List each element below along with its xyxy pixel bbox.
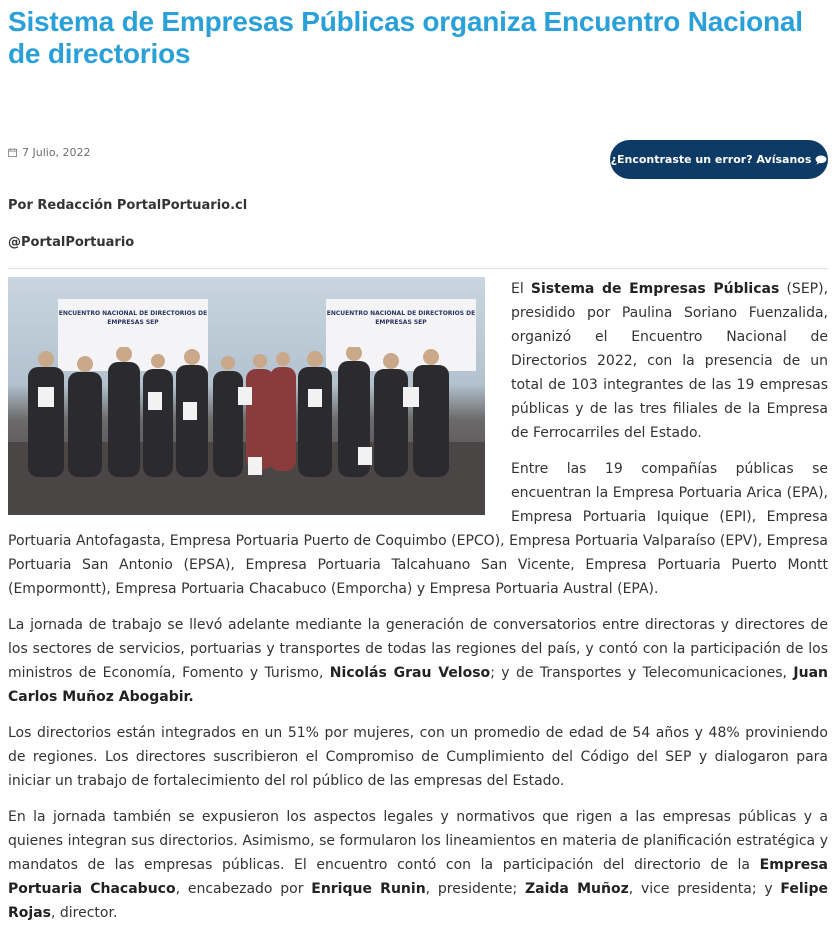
article-photo — [8, 277, 485, 515]
paragraph-4: Los directorios están integrados en un 51% por mujeres, con un promedio de edad de 54 años y 48% proviniendo de regiones. Los directores suscribieron el Compromiso de Cumplimiento del Código del SEP y dialogaron para iniciar un trabajo de fortalecimiento del rol público de las empresas del Estado. — [8, 725, 828, 789]
photo-banner-right: ENCUENTRO NACIONAL DE DIRECTORIOS DE EMPRESAS SEP — [326, 299, 476, 371]
twitter-handle: @PortalPortuario — [8, 235, 135, 250]
publish-date-text: 7 Julio, 2022 — [22, 146, 91, 159]
calendar-icon — [8, 148, 17, 157]
author-byline: Por Redacción PortalPortuario.cl — [8, 198, 248, 213]
report-error-button[interactable] — [610, 140, 828, 179]
paragraph-2: Entre las 19 compañías públicas se encuentran la Empresa Portuaria Arica (EPA), Empresa Portuaria Iquique (EPI), Empresa Portuaria Antofagasta, Empresa Portuaria Puerto de Coquimbo (EPCO), Empresa Portuaria Valparaíso (EPV), Empresa Portuaria San Antonio (EPSA), Empresa Portuaria Talcahuano San Vicente, Empresa Portuaria Puerto Montt (Empormontt), Empresa Portuaria Chacabuco (Emporcha) y Empresa Portuaria Austral (EPA). — [8, 461, 828, 597]
speech-bubble-icon — [815, 155, 827, 165]
report-error-label: ¿Encontraste un error? Avísanos — [610, 153, 812, 166]
photo-banner-left: ENCUENTRO NACIONAL DE DIRECTORIOS DE EMPRESAS SEP — [58, 299, 208, 371]
article-title: Sistema de Empresas Públicas organiza Encuentro Nacional de directorios — [8, 6, 803, 69]
article-body — [8, 277, 828, 937]
paragraph-1: El Sistema de Empresas Públicas (SEP), presidido por Paulina Soriano Fuenzalida, organizó el Encuentro Nacional de Directorios 2022, con la presencia de un total de 103 integrantes de las 19 empresas públicas y de las tres filiales de la Empresa de Ferrocarriles del Estado. — [511, 281, 829, 441]
publish-date — [8, 146, 91, 159]
group-photo-people — [8, 347, 485, 515]
divider — [8, 268, 828, 269]
paragraph-5: En la jornada también se expusieron los aspectos legales y normativos que rigen a las empresas públicas y a quienes integran sus directorios. Asimismo, se formularon los lineamientos en materia de planificación estratégica y mandatos de las empresas públicas. El encuentro contó con la participación del directorio de la Empresa Portuaria Chacabuco, encabezado por Enrique Runin, presidente; Zaida Muñoz, vice presidenta; y Felipe Rojas, director. — [8, 809, 828, 921]
paragraph-3: La jornada de trabajo se llevó adelante mediante la generación de conversatorios entre directoras y directores de los sectores de servicios, portuarias y transportes de todas las regiones del país, y contó con la participación de los ministros de Economía, Fomento y Turismo, Nicolás Grau Veloso; y de Transportes y Telecomunicaciones, Juan Carlos Muñoz Abogabir. — [8, 617, 828, 705]
